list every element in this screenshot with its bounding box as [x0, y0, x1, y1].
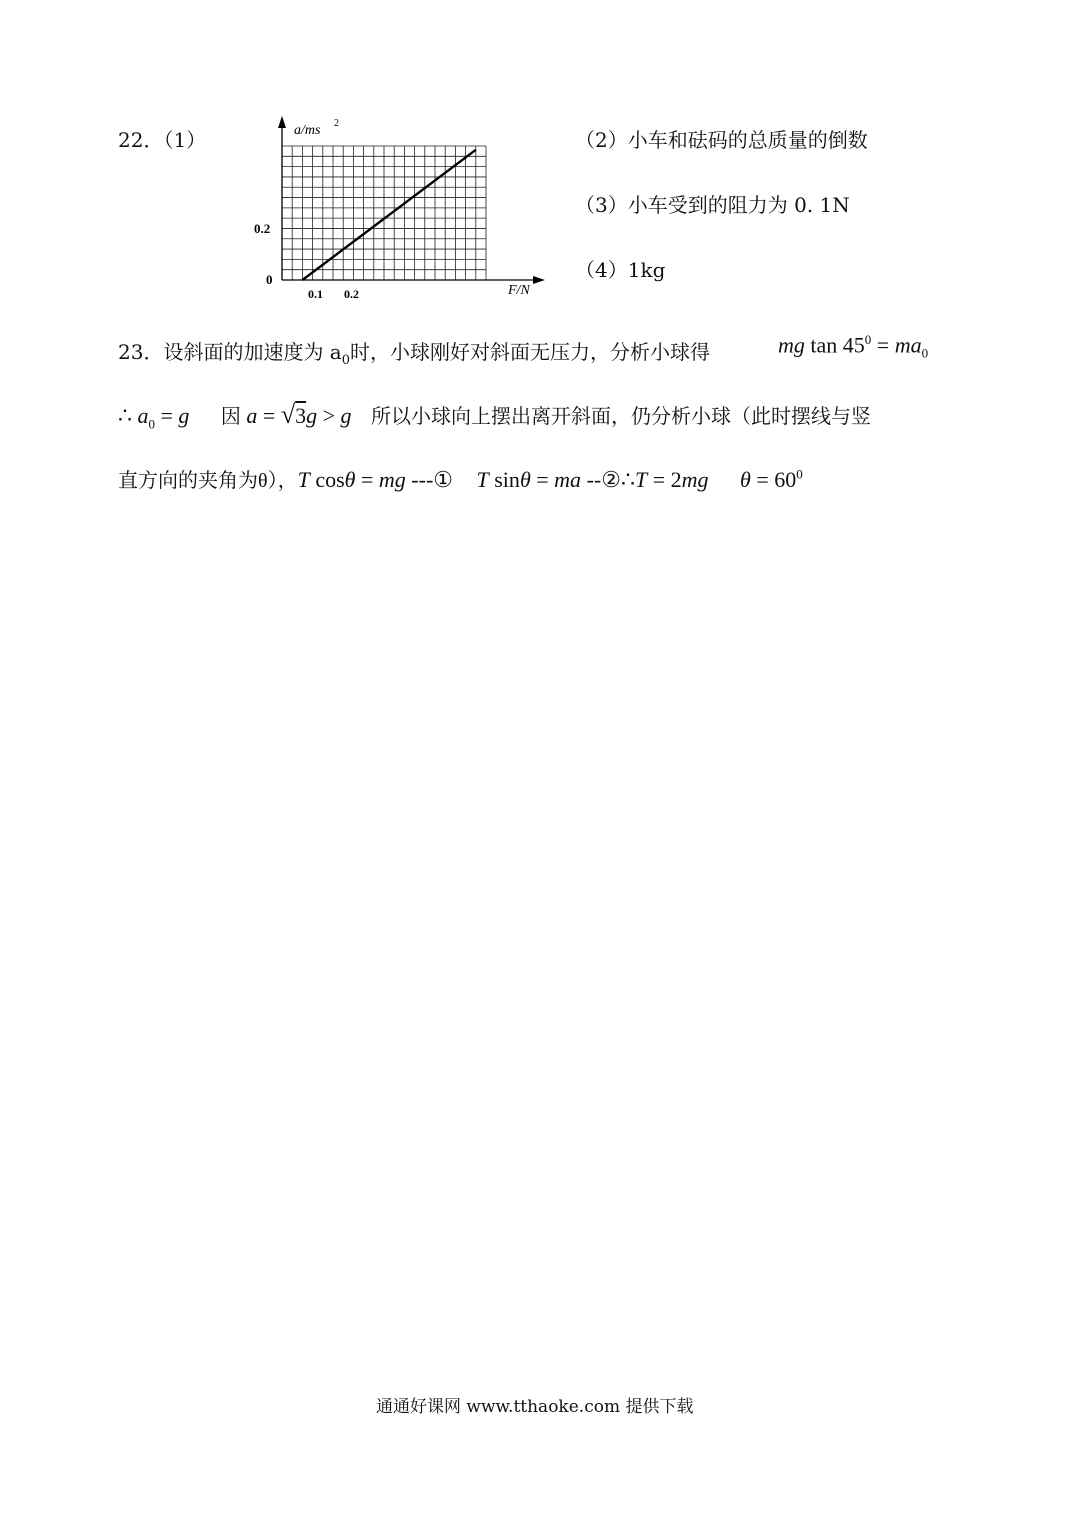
question-23-line-1: 23．设斜面的加速度为 $a_0$时，小球刚好对斜面无压力，分析小球得	[118, 340, 711, 368]
answer-4: （4）1kg	[575, 258, 666, 282]
answer-3: （3）小车受到的阻力为 0. 1N	[575, 193, 850, 217]
y-tick-label: 0.2	[254, 221, 271, 236]
question-22-label: 22．（1）	[118, 128, 207, 152]
x-axis-label: F/N	[508, 283, 530, 298]
y-axis-label-sup: 2	[334, 118, 339, 129]
question-23-line-3: 直方向的夹角为θ），T cosθ = mg ---① T sinθ = ma --②∴T = 2mg $\theta = 60^0$	[118, 466, 803, 492]
page-footer: 通通好课网 www.tthaoke.com 提供下载	[376, 1397, 694, 1417]
equation-1: mg $\tan 45^0 = ma_0$	[778, 332, 929, 361]
force-acceleration-chart	[250, 112, 550, 302]
origin-label: 0	[266, 272, 273, 287]
x-tick-label: 0.1	[308, 287, 323, 301]
question-23-line-2: ∴ $a_0 = g$ 因 a = √3g > g 所以小球向上摆出离开斜面，仍分析小球（此时摆线与竖	[118, 400, 872, 432]
y-axis-arrow	[278, 116, 286, 128]
y-axis-label: a/ms	[294, 123, 321, 138]
answer-2: （2）小车和砝码的总质量的倒数	[575, 128, 868, 152]
data-line	[302, 150, 475, 280]
x-axis-arrow	[533, 276, 545, 284]
x-tick-label: 0.2	[344, 287, 359, 301]
